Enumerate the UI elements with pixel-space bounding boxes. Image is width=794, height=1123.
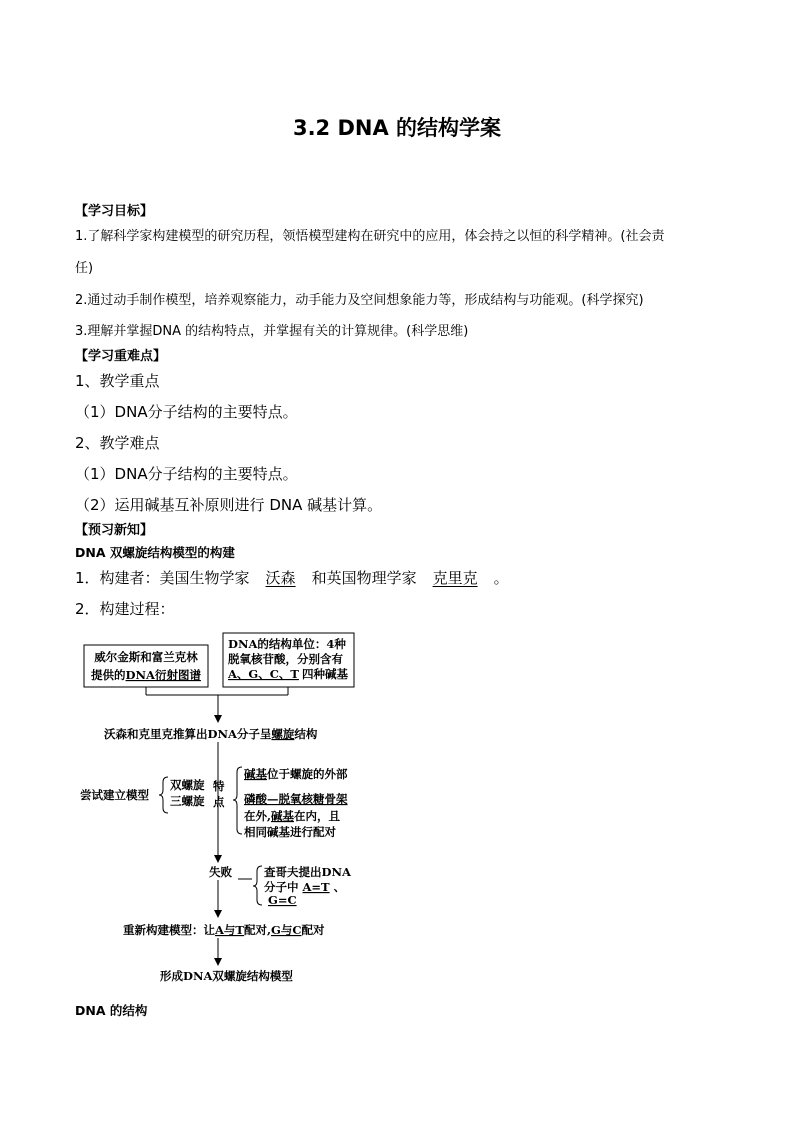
objective-2: 2.通过动手制作模型，培养观察能力，动手能力及空间想象能力等，形成结构与功能观。(科学探究) [75,293,644,308]
diffraction-box-line-1: 威尔金斯和富兰克林 [94,650,198,664]
objective-1-line-1: 1.了解科学家构建模型的研究历程，领悟模型建构在研究中的应用，体会持之以恒的科学精神。(社会责 [75,229,665,244]
final-model-label: 形成DNA双螺旋结构模型 [160,969,293,983]
builder-watson: 沃森 [265,569,296,587]
feature-brace [233,767,242,834]
failure-label: 失败 [209,865,232,879]
chargaff-rule-2: G=C [268,893,297,907]
triple-helix-label: 三螺旋 [170,794,205,808]
objectives-heading: 【学习目标】 [75,204,154,219]
structure-unit-line-1: DNA的结构单位：4种 [228,637,346,651]
teaching-difficulty-item-2: （2）运用碱基互补原则进行 DNA 碱基计算。 [75,496,383,514]
teaching-focus-item-1: （1）DNA分子结构的主要特点。 [75,403,298,421]
diffraction-box-line-2: 提供的DNA衍射图谱 [91,668,201,682]
process-label: 2．构建过程： [75,600,175,618]
builders-suffix: 。 [493,569,509,587]
builders-middle: 和英国物理学家 [311,569,417,587]
builder-crick: 克里克 [432,569,478,587]
chargaff-line-1: 查哥夫提出DNA [264,865,351,879]
preview-subheading: DNA 双螺旋结构模型的构建 [75,545,235,560]
structure-unit-line-3: A、G、C、T 四种碱基 [228,667,348,681]
preview-heading: 【预习新知】 [75,523,154,538]
page-title: 3.2 DNA 的结构学案 [292,116,502,140]
feature-line-4: 相同碱基进行配对 [244,825,336,839]
feature-char-1: 特 [213,779,225,793]
feature-line-2: 磷酸—脱氧核糖骨架 [244,792,348,806]
key-points-heading: 【学习重难点】 [75,349,167,364]
helix-deduction-step: 沃森和克里克推算出DNA分子呈螺旋结构 [104,727,318,741]
double-helix-label: 双螺旋 [170,778,205,792]
feature-char-2: 点 [213,795,225,809]
model-brace [159,777,168,813]
teaching-difficulty-item-1: （1）DNA分子结构的主要特点。 [75,465,298,483]
builders-prefix: 1．构建者：美国生物学家 [75,569,250,587]
objective-3: 3.理解并掌握DNA 的结构特点，并掌握有关的计算规律。(科学思维) [75,324,469,339]
teaching-focus-title: 1、教学重点 [75,372,160,390]
objective-1-line-2: 任) [75,261,94,276]
chargaff-brace [253,866,262,905]
structure-unit-line-2: 脱氧核苷酸，分别含有 [228,652,343,666]
try-model-label: 尝试建立模型 [80,788,149,802]
chargaff-line-2: 分子中 A=T 、 [264,880,346,894]
feature-line-3: 在外,碱基在内，且 [244,809,341,823]
feature-line-1: 碱基位于螺旋的外部 [244,767,348,781]
rebuild-step: 重新构建模型：让A与T配对,G与C配对 [123,923,325,937]
structure-heading: DNA 的结构 [75,1003,148,1018]
teaching-difficulty-title: 2、教学难点 [75,434,160,452]
